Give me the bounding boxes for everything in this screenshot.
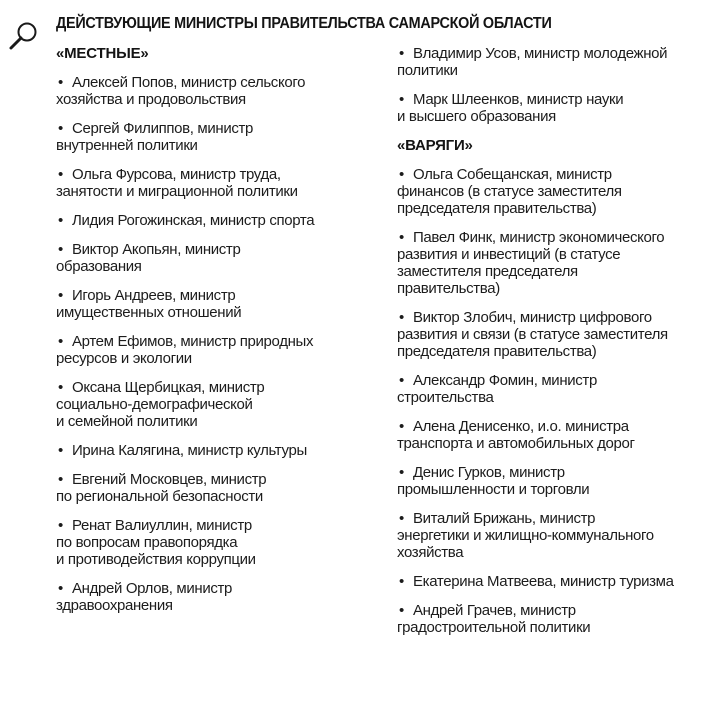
list-item: • Ренат Валиуллин, министр по вопросам правопорядка и противодействия коррупции [56,517,256,568]
bullet: • [399,602,404,619]
list-item: • Ольга Фурсова, министр труда, занятости и миграционной политики [56,166,298,200]
right-column [397,45,719,648]
list-item: • Александр Фомин, министр строительства [397,372,597,406]
varyagi-ministers-list [397,166,719,636]
bullet: • [58,517,63,534]
page-title: ДЕЙСТВУЮЩИЕ МИНИСТРЫ ПРАВИТЕЛЬСТВА САМАРСКОЙ ОБЛАСТИ [56,15,552,32]
bullet: • [58,74,63,91]
bullet: • [58,120,63,137]
list-item: • Оксана Щербицкая, министр социально-демографической и семейной политики [56,379,265,430]
bullet: • [399,91,404,108]
list-item: • Андрей Орлов, министр здравоохранения [56,580,233,614]
list-item: • Екатерина Матвеева, министр туризма [399,573,674,590]
bullet: • [399,45,404,62]
list-item: • Андрей Грачев, министр градостроительной политики [397,602,591,636]
list-item: • Виктор Акопьян, министр образования [56,241,241,275]
bullet: • [58,287,63,304]
list-item: • Виталий Брижань, министр энергетики и жилищно-коммунального хозяйства [397,510,654,561]
list-item: • Сергей Филиппов, министр внутренней политики [56,120,254,154]
bullet: • [399,418,404,435]
list-item: • Алексей Попов, министр сельского хозяйства и продовольствия [56,74,306,108]
list-item: • Виктор Злобич, министр цифрового развития и связи (в статусе заместителя председателя правительства) [397,309,668,360]
list-item: • Ирина Калягина, министр культуры [58,442,307,459]
list-item: • Павел Финк, министр экономического развития и инвестиций (в статусе заместителя председателя правительства) [397,229,665,297]
bullet: • [399,166,404,183]
list-item: • Евгений Московцев, министр по региональной безопасности [56,471,267,505]
bullet: • [58,442,63,459]
section-heading-local: «МЕСТНЫЕ» [56,45,149,62]
bullet: • [58,333,63,350]
bullet: • [399,464,404,481]
list-item: • Ольга Собещанская, министр финансов (в статусе заместителя председателя правительства) [397,166,622,217]
local-ministers-list [56,74,386,614]
bullet: • [399,309,404,326]
left-column [56,45,386,626]
bullet: • [399,372,404,389]
bullet: • [399,573,404,590]
list-item: • Игорь Андреев, министр имущественных отношений [56,287,242,321]
list-item: • Владимир Усов, министр молодежной политики [397,45,668,79]
bullet: • [58,212,63,229]
list-item: • Алена Денисенко, и.о. министра транспорта и автомобильных дорог [397,418,635,452]
list-item: • Лидия Рогожинская, министр спорта [58,212,315,229]
local-ministers-list-continued [397,45,719,125]
bullet: • [58,379,63,396]
section-heading-varyagi: «ВАРЯГИ» [397,137,473,154]
bullet: • [58,580,63,597]
list-item: • Артем Ефимов, министр природных ресурсов и экологии [56,333,314,367]
search-icon [6,19,40,53]
list-item: • Денис Гурков, министр промышленности и торговли [397,464,590,498]
bullet: • [58,166,63,183]
bullet: • [58,471,63,488]
bullet: • [399,510,404,527]
bullet: • [399,229,404,246]
list-item: • Марк Шлеенков, министр науки и высшего образования [397,91,624,125]
bullet: • [58,241,63,258]
